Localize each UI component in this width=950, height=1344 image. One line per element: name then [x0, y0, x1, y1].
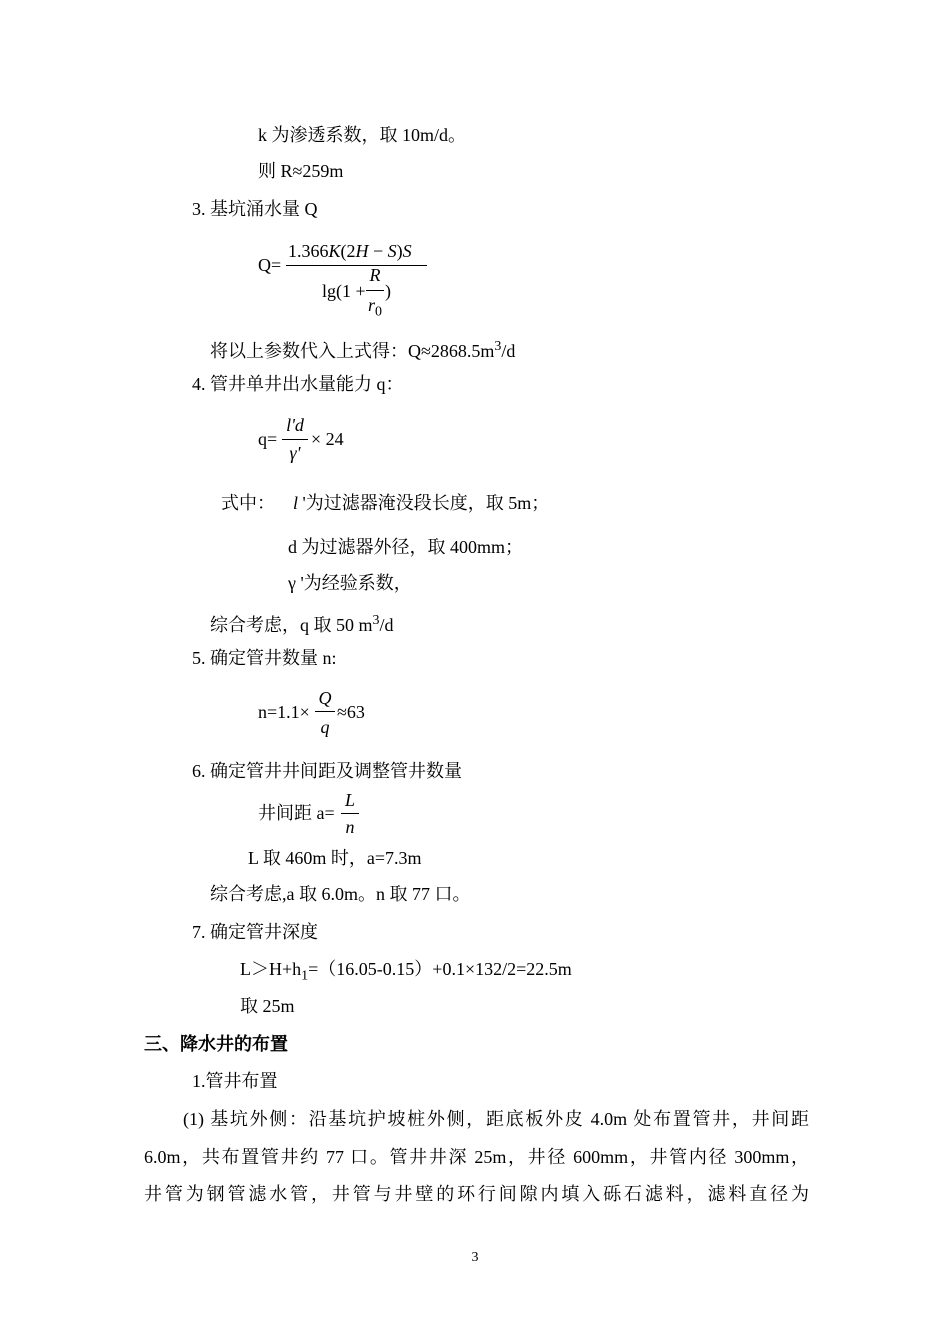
q-take: 综合考虑，q 取 50 $m^3/d$ — [210, 613, 394, 635]
gamma-description: γ '为经验系数， — [288, 573, 412, 593]
paragraph-line-3: 井管为钢管滤水管，井管与井壁的环行间隙内填入砾石滤料，滤料直径为 — [144, 1184, 809, 1204]
heading-6: 6. 确定管井井间距及调整管井数量 — [192, 761, 462, 781]
formula-q-lhs: q= — [258, 429, 278, 449]
formula-a-numerator: L — [344, 790, 355, 810]
section-3-heading: 三、降水井的布置 — [144, 1034, 288, 1054]
formula-n-numerator: Q — [318, 688, 332, 708]
formula-n-bar — [315, 711, 335, 712]
paragraph-line-1: (1) 基坑外侧：沿基坑护坡桩外侧，距底板外皮 4.0m 处布置管井，井间距 — [183, 1109, 809, 1129]
formula-n-rhs: ≈63 — [337, 702, 365, 722]
formula-q-rhs: × 24 — [311, 429, 344, 449]
heading-4: 4. 管井单井出水量能力 q： — [192, 374, 404, 394]
formula-Q-main-bar — [286, 265, 427, 266]
formula-a-bar — [341, 813, 359, 814]
formula-a-denominator: n — [345, 817, 355, 837]
L-take: L 取 460m 时，a=7.3m — [248, 848, 422, 868]
depth-take: 取 25m — [240, 996, 295, 1016]
r-result: 则 R≈259m — [258, 161, 344, 181]
page-number: 3 — [471, 1250, 479, 1265]
where-label: 式中： — [221, 493, 275, 513]
heading-7: 7. 确定管井深度 — [192, 922, 318, 942]
heading-5: 5. 确定管井数量 n: — [192, 648, 337, 668]
formula-a-lhs: 井间距 a= — [258, 803, 335, 823]
paragraph-line-2: 6.0m，共布置管井约 77 口。管井井深 25m，井径 600mm，井管内径 300mm， — [144, 1147, 809, 1167]
formula-Q-lhs: Q= — [258, 255, 282, 275]
a-take: 综合考虑,a 取 6.0m。n 取 77 口。 — [210, 884, 471, 904]
d-description: d 为过滤器外径，取 400mm； — [288, 537, 524, 557]
q-substitution: 将以上参数代入上式得：$Q\approx 2868.5m^3/d$ — [210, 339, 516, 361]
depth-formula: $L>H+h_1=(16.05-0.15)+0.1\times 132/2=22.5m$ — [240, 959, 572, 984]
formula-Q-inner-numerator: R — [369, 265, 381, 285]
formula-Q-denominator-close: ) — [385, 281, 391, 301]
heading-3: 3. 基坑涌水量 Q — [192, 199, 318, 219]
subsection-1-heading: 1.管井布置 — [192, 1071, 278, 1091]
formula-Q-inner-denominator: $r_0$ — [367, 295, 382, 320]
where-l-desc: l '为过滤器淹没段长度，取 5m； — [293, 493, 550, 513]
formula-Q-numerator: 1.366K(2H − S)S — [288, 241, 412, 261]
formula-q-numerator: l'd — [286, 415, 304, 435]
formula-n-denominator: q — [320, 717, 330, 737]
formula-q-denominator: γ' — [289, 443, 301, 463]
formula-Q-inner-bar — [366, 290, 384, 291]
k-description: k 为渗透系数，取 10m/d。 — [258, 125, 467, 145]
formula-Q-denominator: lg(1 + — [322, 281, 366, 301]
formula-n-lhs: n=1.1× — [258, 702, 310, 722]
formula-q-bar — [282, 439, 308, 440]
